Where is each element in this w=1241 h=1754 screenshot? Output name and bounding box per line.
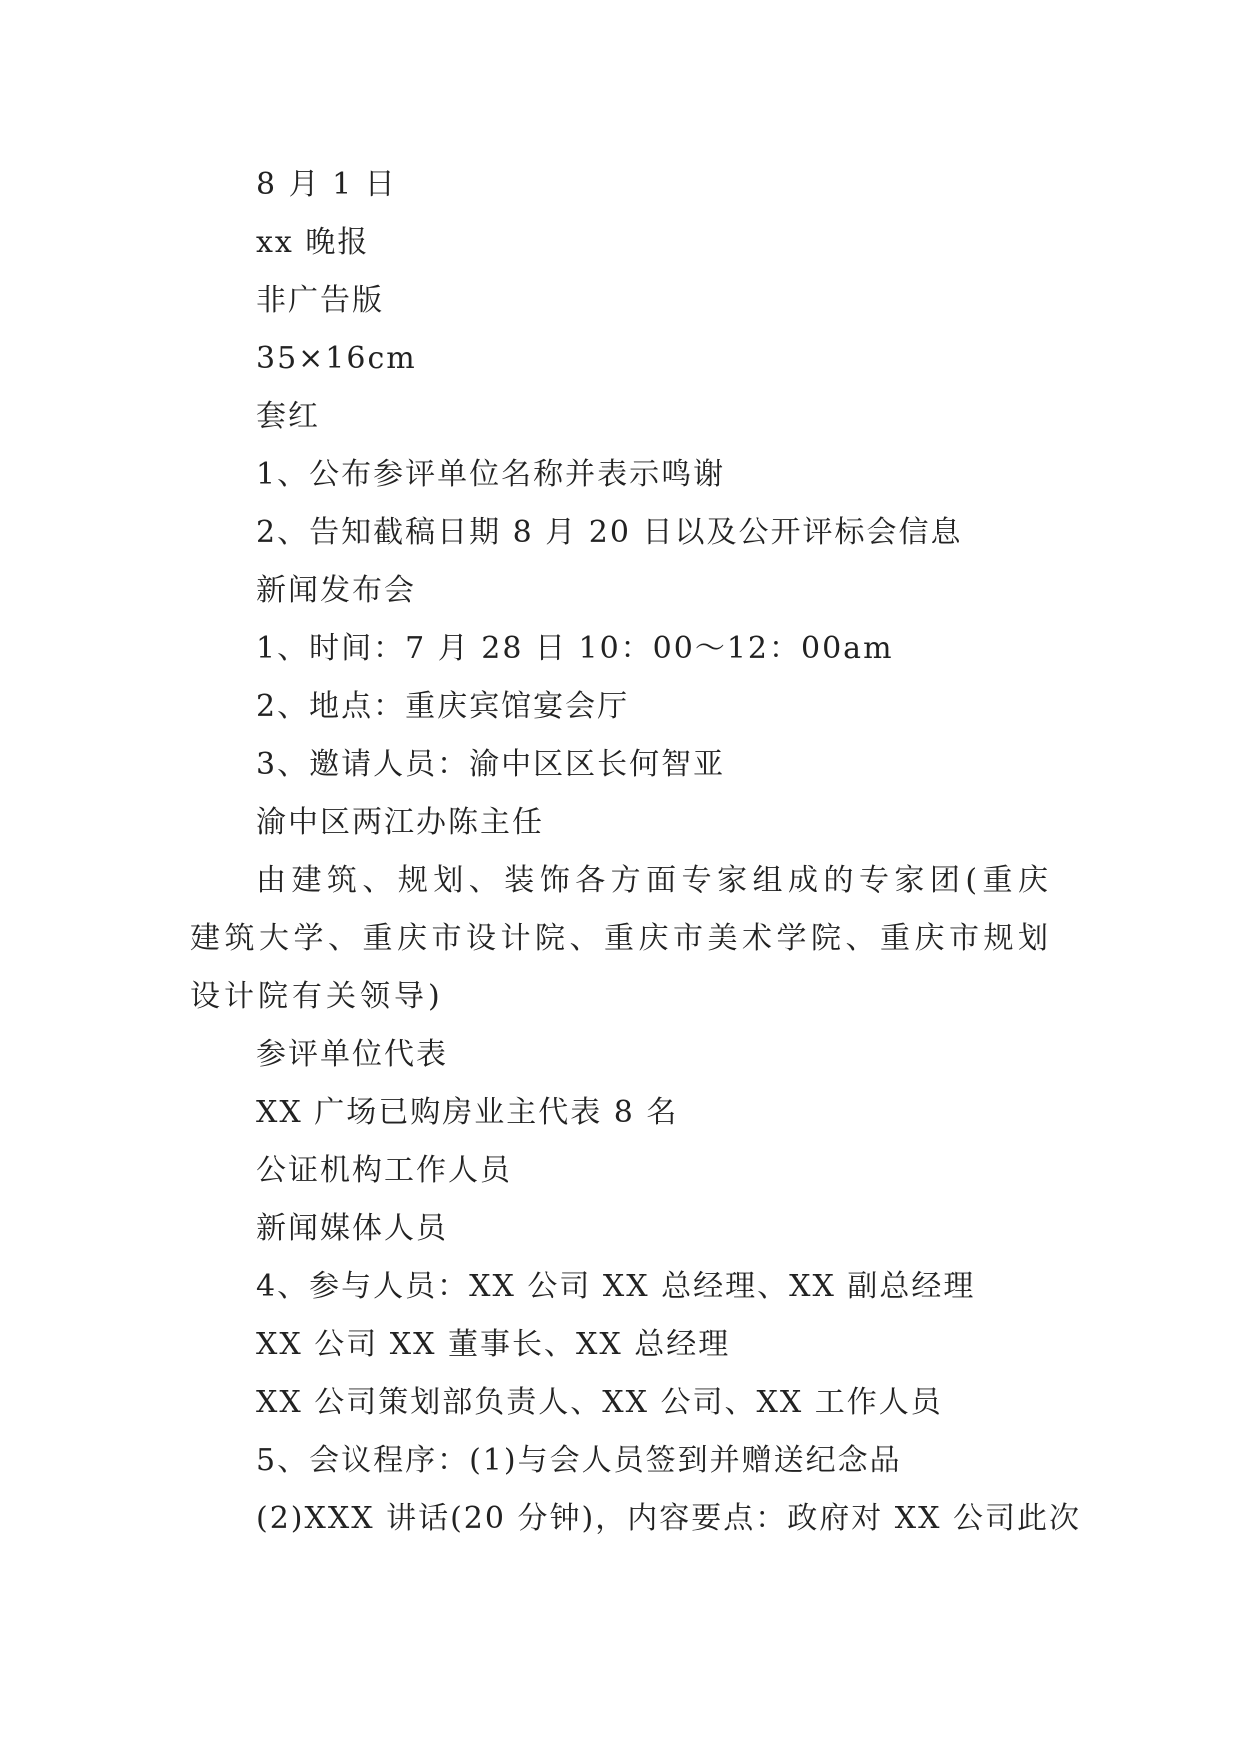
text-line: 渝中区两江办陈主任 [256,805,544,840]
text-line: 3、邀请人员：渝中区区长何智亚 [256,747,726,782]
text-line: 5、会议程序：(1)与会人员签到并赠送纪念品 [256,1443,902,1478]
text-line: XX 公司 XX 董事长、XX 总经理 [256,1327,731,1362]
text-line: (2)XXX 讲话(20 分钟)，内容要点：政府对 XX 公司此次 [256,1501,1082,1536]
text-line: 参评单位代表 [256,1037,448,1072]
text-line: 公证机构工作人员 [256,1153,512,1188]
text-line: xx 晚报 [256,225,370,260]
text-line: 1、公布参评单位名称并表示鸣谢 [256,457,726,492]
text-line: 8 月 1 日 [256,167,397,202]
text-line: 2、告知截稿日期 8 月 20 日以及公开评标会信息 [256,515,963,550]
text-line: 2、地点：重庆宾馆宴会厅 [256,689,630,724]
text-line: 套红 [256,399,320,434]
paragraph: 由建筑、规划、装饰各方面专家组成的专家团(重庆建筑大学、重庆市设计院、重庆市美术学院、重庆市规划设计院有关领导) [190,863,1052,1014]
text-line: 4、参与人员：XX 公司 XX 总经理、XX 副总经理 [256,1269,976,1304]
text-line: 非广告版 [256,283,384,318]
text-line: 1、时间：7 月 28 日 10：00～12：00am [256,631,894,666]
text-line: 35×16cm [256,341,417,376]
text-line: 新闻媒体人员 [256,1211,448,1246]
text-line: XX 公司策划部负责人、XX 公司、XX 工作人员 [256,1385,943,1420]
text-line: 新闻发布会 [256,573,416,608]
text-line: XX 广场已购房业主代表 8 名 [256,1095,679,1130]
